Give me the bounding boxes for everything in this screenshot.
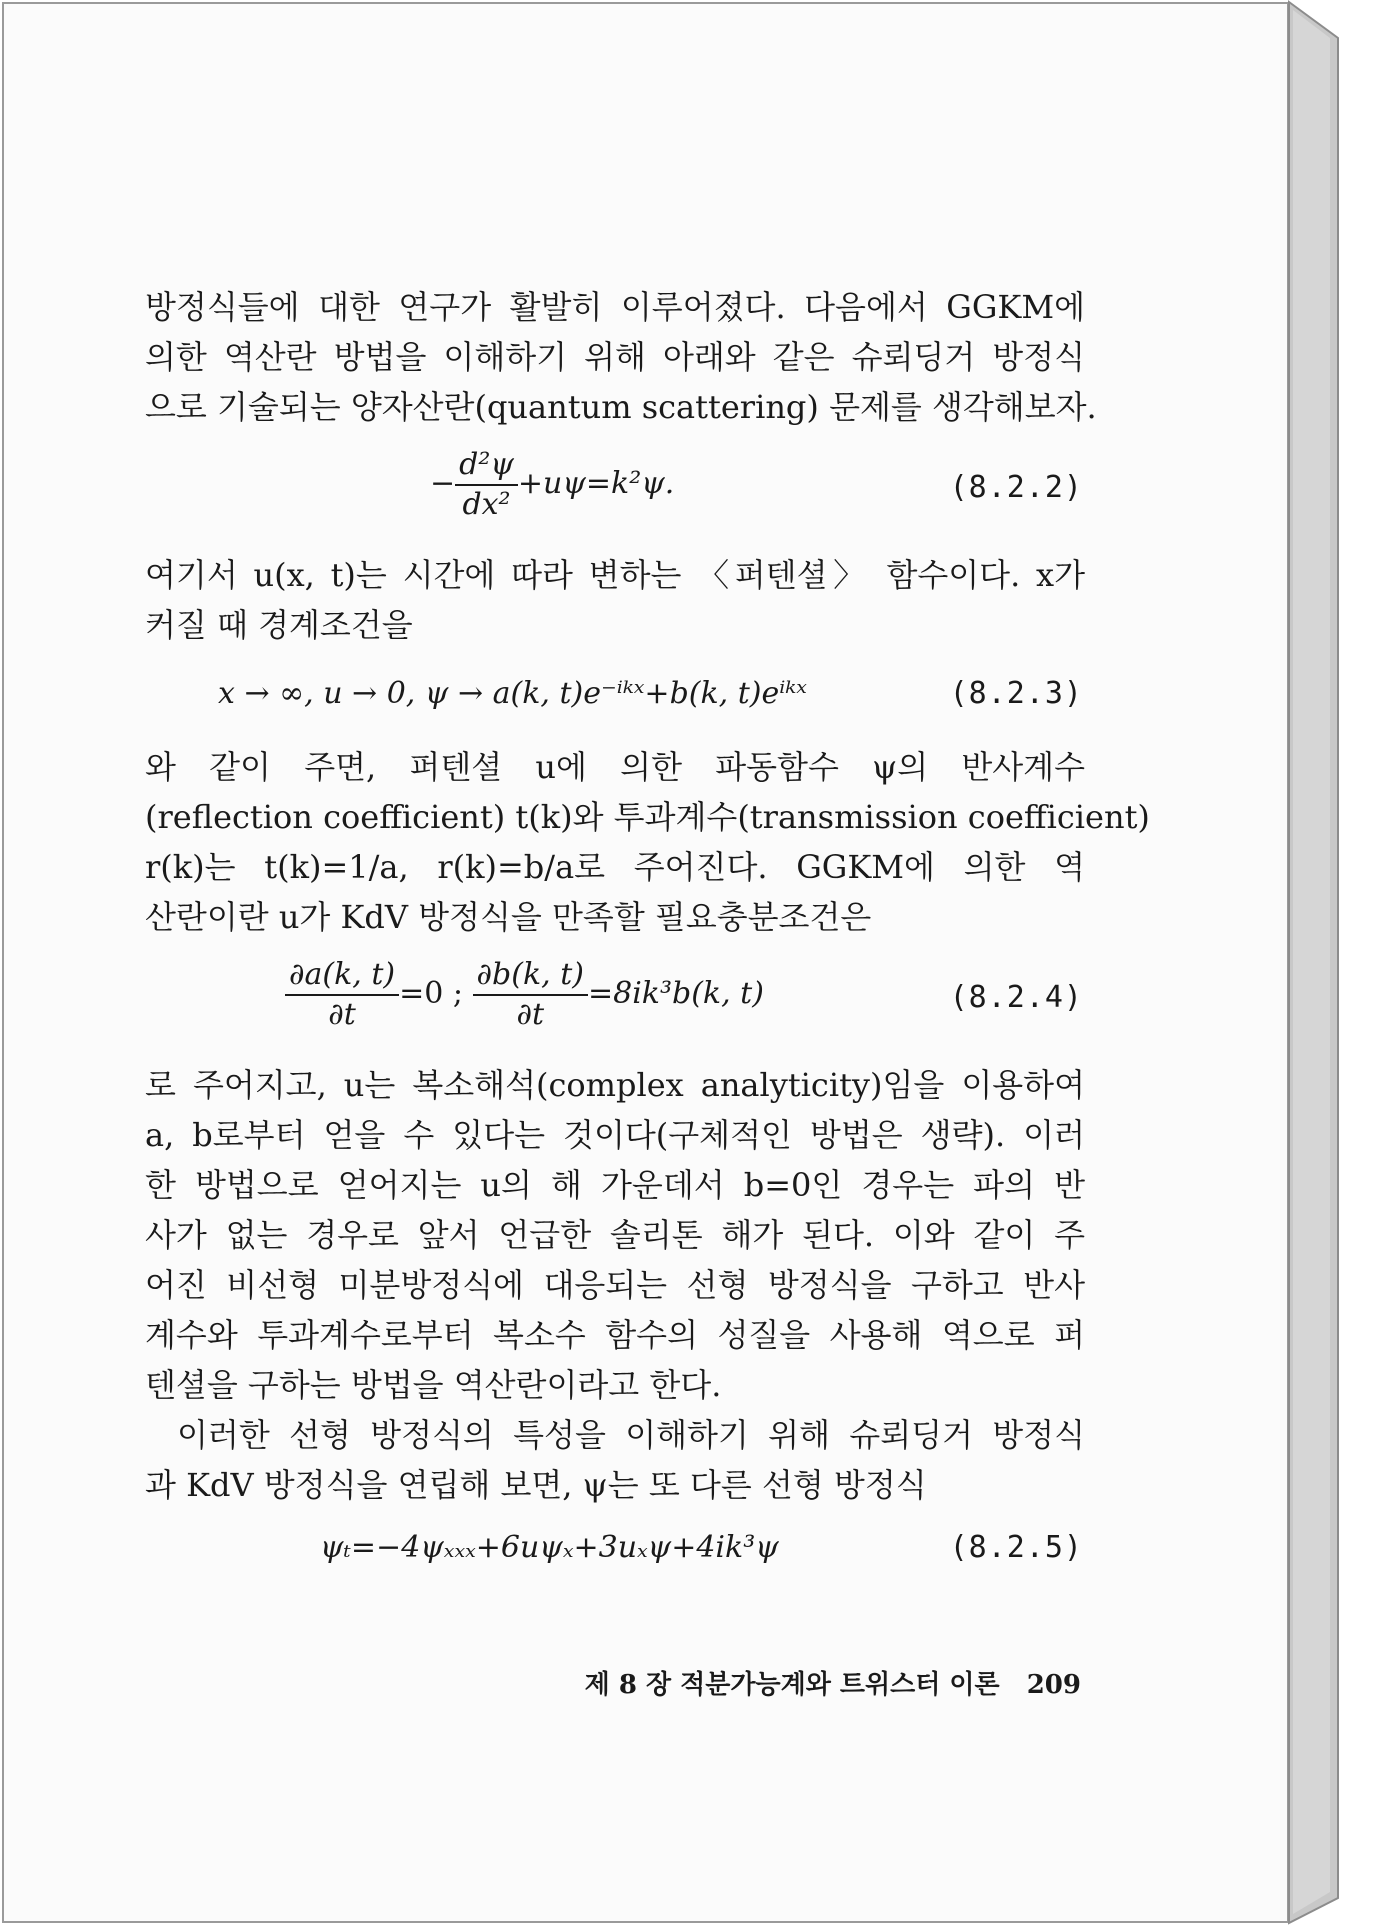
equation-8-2-4 xyxy=(285,956,764,1034)
chapter-title: 제 8 장 적분가능계와 트위스터 이론 xyxy=(584,1670,1000,1700)
page-footer xyxy=(585,1664,1081,1701)
text-line: 과 KdV 방정식을 연립해 보면, ψ는 또 다른 선형 방정식 xyxy=(145,1466,927,1504)
text-line: 텐셜을 구하는 방법을 역산란이라고 한다. xyxy=(145,1366,722,1404)
fraction-denominator: ∂t xyxy=(516,997,545,1032)
body-text xyxy=(145,282,1097,432)
fraction-numerator: d²ψ xyxy=(455,446,518,486)
text-line: r(k)는 t(k)=1/a, r(k)=b/a로 주어진다. GGKM에 의한 역 xyxy=(145,848,1085,886)
text-line: 커질 때 경계조건을 xyxy=(145,606,413,644)
text-line: 한 방법으로 얻어지는 u의 해 가운데서 b=0인 경우는 파의 반 xyxy=(145,1166,1085,1204)
text-line: 의한 역산란 방법을 이해하기 위해 아래와 같은 슈뢰딩거 방정식 xyxy=(145,338,1085,376)
text-line: 로 주어지고, u는 복소해석(complex analyticity)임을 이용하여 xyxy=(145,1066,1085,1104)
equation-number: (8.2.5) xyxy=(949,1530,1083,1565)
text-line: 으로 기술되는 양자산란(quantum scattering) 문제를 생각해보자. xyxy=(145,388,1097,426)
page-number: 209 xyxy=(1026,1670,1081,1700)
body-text xyxy=(145,742,1150,942)
text-line: 어진 비선형 미분방정식에 대응되는 선형 방정식을 구하고 반사 xyxy=(145,1266,1085,1304)
text-line: 방정식들에 대한 연구가 활발히 이루어졌다. 다음에서 GGKM에 xyxy=(145,288,1085,326)
text-line: 여기서 u(x, t)는 시간에 따라 변하는 〈퍼텐셜〉 함수이다. x가 xyxy=(145,556,1085,594)
body-text xyxy=(145,1060,1085,1510)
equation-rest: =8ik³b(k, t) xyxy=(587,976,764,1011)
fraction-denominator: ∂t xyxy=(328,997,356,1032)
equation-8-2-2: − $\frac{\text{d²ψ}}{\text{dx²}}$ +uψ=k²ψ. xyxy=(430,447,675,522)
equation-number: (8.2.3) xyxy=(949,676,1083,711)
text-line: 사가 없는 경우로 앞서 언급한 솔리톤 해가 된다. 이와 같이 주 xyxy=(145,1216,1085,1254)
equation-8-2-3: x → ∞, u → 0, ψ → a(k, t)e⁻ⁱᵏˣ+b(k, t)eⁱᵏˣ xyxy=(218,676,807,711)
equation-8-2-5: ψₜ=−4ψₓₓₓ+6uψₓ+3uₓψ+4ik³ψ xyxy=(320,1530,779,1565)
fraction-denominator: dx² xyxy=(462,487,511,522)
equation-mid: =0 ; xyxy=(399,976,463,1011)
fraction-numerator: ∂b(k, t) xyxy=(473,956,588,996)
text-line: 이러한 선형 방정식의 특성을 이해하기 위해 슈뢰딩거 방정식 xyxy=(177,1416,1085,1454)
text-line: a, b로부터 얻을 수 있다는 것이다(구체적인 방법은 생략). 이러 xyxy=(145,1116,1085,1154)
body-text xyxy=(145,550,1085,650)
fraction-numerator: ∂a(k, t) xyxy=(285,956,399,996)
equation-rest: +uψ=k²ψ. xyxy=(517,466,675,501)
text-line: 와 같이 주면, 퍼텐셜 u에 의한 파동함수 ψ의 반사계수 xyxy=(145,748,1085,786)
text-line: (reflection coefficient) t(k)와 투과계수(transmission coefficient) xyxy=(145,798,1150,836)
equation-number: (8.2.2) xyxy=(949,470,1083,505)
text-line: 계수와 투과계수로부터 복소수 함수의 성질을 사용해 역으로 퍼 xyxy=(145,1316,1085,1354)
equation-number: (8.2.4) xyxy=(949,980,1083,1015)
text-line: 산란이란 u가 KdV 방정식을 만족할 필요충분조건은 xyxy=(145,898,872,936)
